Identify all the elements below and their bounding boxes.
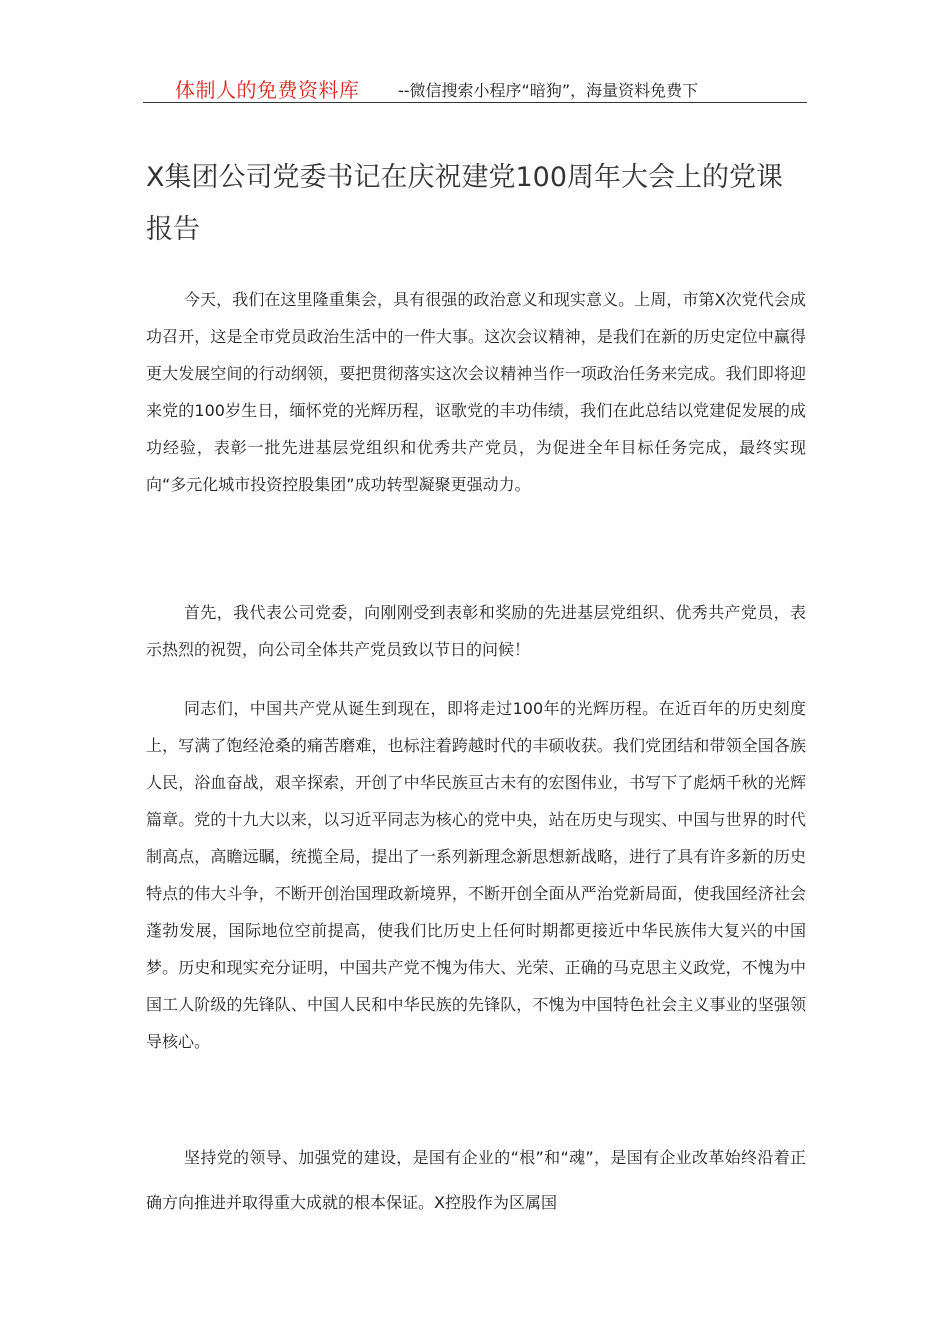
document-title: X集团公司党委书记在庆祝建党100周年大会上的党课报告: [146, 162, 784, 245]
paragraph-1: 今天，我们在这里隆重集会，具有很强的政治意义和现实意义。上周，市第X次党代会成功召开，这是全市党员政治生活中的一件大事。这次会议精神，是我们在新的历史定位中赢得更大发展空间的行动纲领，要把贯彻落实这次会议精神当作一项政治任务来完成。我们即将迎来党的100岁生日，缅怀党的光辉历程，讴歌党的丰功伟绩，我们在此总结以党建促发展的成功经验，表彰一批先进基层党组织和优秀共产党员，为促进全年目标任务完成，最终实现向“多元化城市投资控股集团”成功转型凝聚更强动力。: [146, 290, 806, 494]
paragraph-4: 坚持党的领导、加强党的建设，是国有企业的“根”和“魂”，是国有企业改革始终沿着正确方向推进并取得重大成就的根本保证。X控股作为区属国: [146, 1148, 806, 1212]
header-brand: 体制人的免费资料库: [175, 78, 360, 102]
paragraph-2: 首先，我代表公司党委，向刚刚受到表彰和奖励的先进基层党组织、优秀共产党员，表示热烈的祝贺，向公司全体共产党员致以节日的问候！: [146, 603, 806, 659]
page-header: [143, 70, 807, 103]
header-tagline: --微信搜索小程序“暗狗”，海量资料免费下: [398, 81, 699, 100]
paragraph-3: 同志们，中国共产党从诞生到现在，即将走过100年的光辉历程。在近百年的历史刻度上，写满了饱经沧桑的痛苦磨难，也标注着跨越时代的丰硕收获。我们党团结和带领全国各族人民，浴血奋战，艰辛探索，开创了中华民族亘古未有的宏图伟业，书写下了彪炳千秋的光辉篇章。党的十九大以来，以习近平同志为核心的党中央，站在历史与现实、中国与世界的时代制高点，高瞻远瞩，统揽全局，提出了一系列新理念新思想新战略，进行了具有许多新的历史特点的伟大斗争，不断开创治国理政新境界，不断开创全面从严治党新局面，使我国经济社会蓬勃发展，国际地位空前提高，使我们比历史上任何时期都更接近中华民族伟大复兴的中国梦。历史和现实充分证明，中国共产党不愧为伟大、光荣、正确的马克思主义政党，不愧为中国工人阶级的先锋队、中国人民和中华民族的先锋队，不愧为中国特色社会主义事业的坚强领导核心。: [146, 699, 806, 1051]
